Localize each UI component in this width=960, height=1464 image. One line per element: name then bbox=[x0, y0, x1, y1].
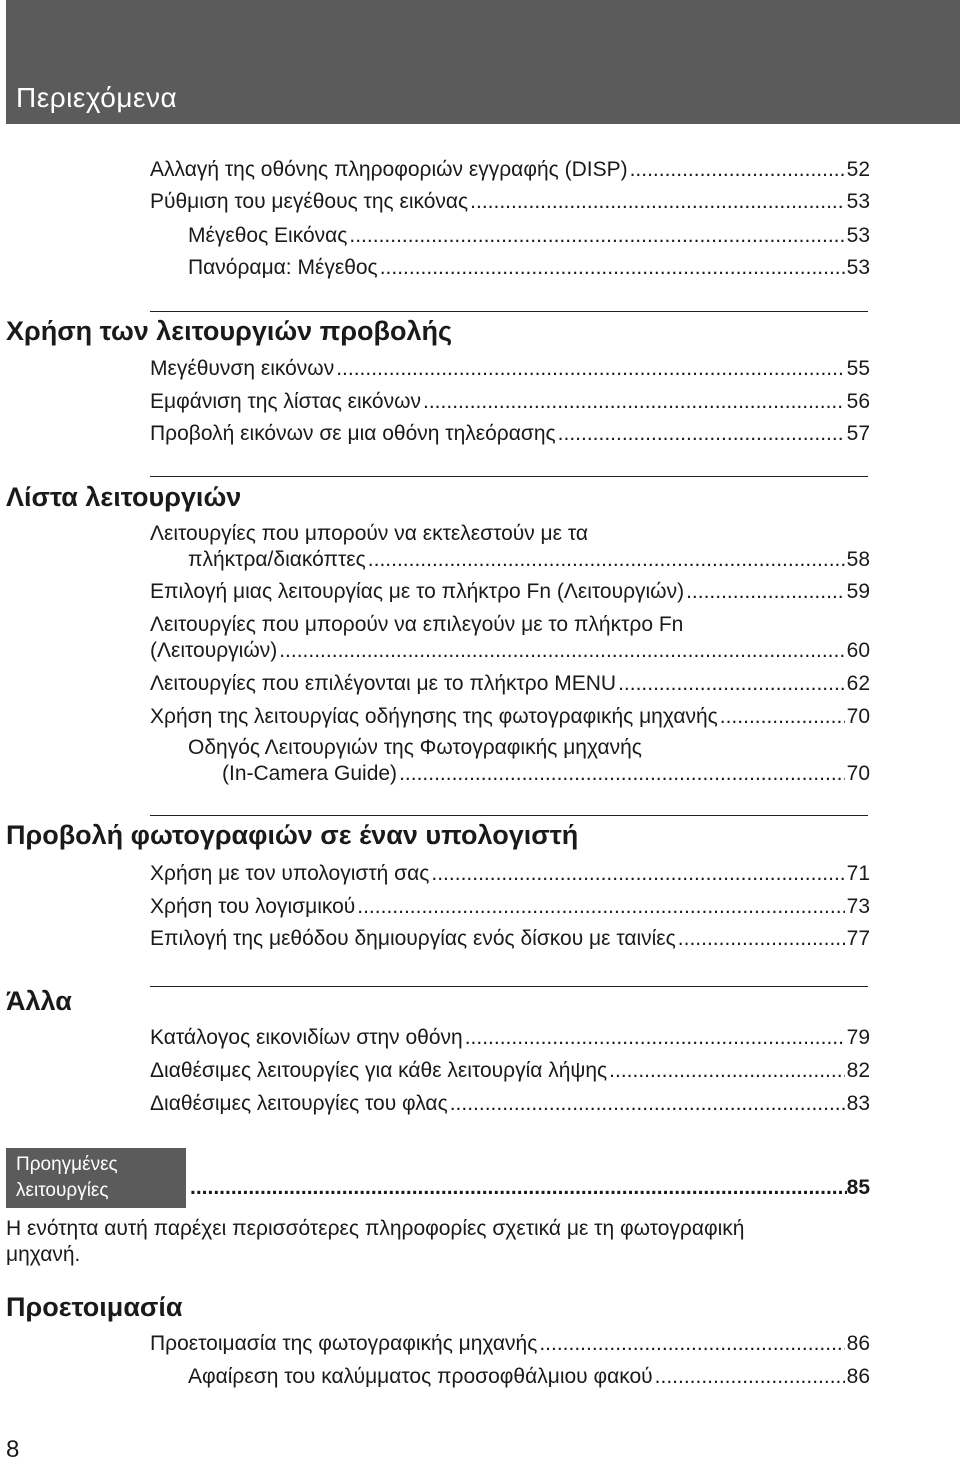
toc-entry-page: 77 bbox=[846, 927, 870, 950]
toc-entry-page: 52 bbox=[846, 158, 870, 181]
toc-entry-label: Διαθέσιμες λειτουργίες για κάθε λειτουργία λήψης bbox=[150, 1059, 608, 1082]
dot-leader bbox=[618, 671, 845, 697]
toc-entry-page: 60 bbox=[846, 639, 870, 662]
dot-leader bbox=[380, 255, 845, 281]
toc-entry-page: 57 bbox=[846, 422, 870, 445]
toc-entry[interactable] bbox=[150, 579, 870, 605]
toc-entry[interactable] bbox=[150, 1025, 870, 1051]
toc-entry[interactable] bbox=[150, 1331, 870, 1357]
dot-leader bbox=[450, 1091, 845, 1117]
toc-entry-label-line1: Οδηγός Λειτουργιών της Φωτογραφικής μηχανής bbox=[188, 736, 642, 759]
toc-entry[interactable] bbox=[188, 1364, 870, 1390]
toc-entry[interactable] bbox=[150, 1091, 870, 1117]
toc-entry-page: 53 bbox=[846, 190, 870, 213]
toc-entry[interactable] bbox=[150, 638, 870, 664]
toc-entry-label: Προετοιμασία της φωτογραφικής μηχανής bbox=[150, 1332, 538, 1355]
section-divider bbox=[150, 986, 868, 987]
toc-entry[interactable] bbox=[150, 861, 870, 887]
dot-leader bbox=[470, 189, 844, 215]
toc-entry-label: πλήκτρα/διακόπτες bbox=[188, 548, 366, 571]
toc-entry-label: Προβολή εικόνων σε μια οθόνη τηλεόρασης bbox=[150, 422, 556, 445]
dot-leader bbox=[539, 1331, 844, 1357]
dot-leader bbox=[686, 579, 845, 605]
toc-entry-page: 71 bbox=[846, 862, 870, 885]
section-title-playback: Χρήση των λειτουργιών προβολής bbox=[6, 316, 453, 346]
toc-entry[interactable] bbox=[150, 671, 870, 697]
toc-entry-label: Κατάλογος εικονιδίων στην οθόνη bbox=[150, 1026, 463, 1049]
toc-entry[interactable] bbox=[150, 356, 870, 382]
toc-entry-page: 82 bbox=[846, 1059, 870, 1082]
toc-entry-page: 58 bbox=[846, 548, 870, 571]
toc-entry-label: Μέγεθος Εικόνας bbox=[188, 224, 348, 247]
section-title-computer: Προβολή φωτογραφιών σε έναν υπολογιστή bbox=[6, 820, 579, 850]
toc-entry-page: 83 bbox=[846, 1092, 870, 1115]
toc-entry-label: (In-Camera Guide) bbox=[222, 762, 398, 785]
section-title-other: Άλλα bbox=[6, 986, 72, 1016]
dot-leader bbox=[190, 1176, 847, 1200]
dot-leader bbox=[431, 861, 844, 887]
toc-entry-page: 55 bbox=[846, 357, 870, 380]
dot-leader bbox=[465, 1025, 845, 1051]
advanced-section-tag[interactable] bbox=[6, 1148, 186, 1208]
dot-leader bbox=[336, 356, 844, 382]
toc-entry[interactable] bbox=[222, 761, 870, 787]
toc-entry-label: Αλλαγή της οθόνης πληροφοριών εγγραφής (DISP) bbox=[150, 158, 628, 181]
toc-entry[interactable] bbox=[188, 547, 870, 573]
dot-leader bbox=[349, 223, 844, 249]
toc-entry-page: 70 bbox=[846, 705, 870, 728]
advanced-description: Η ενότητα αυτή παρέχει περισσότερες πληροφορίες σχετικά με τη φωτογραφική μηχανή. bbox=[6, 1217, 745, 1266]
toc-entry[interactable] bbox=[150, 704, 870, 730]
toc-entry[interactable] bbox=[150, 1058, 870, 1084]
toc-entry-label: Λειτουργίες που επιλέγονται με το πλήκτρο MENU bbox=[150, 672, 617, 695]
toc-entry-page: 62 bbox=[846, 672, 870, 695]
toc-entry-label: Χρήση της λειτουργίας οδήγησης της φωτογραφικής μηχανής bbox=[150, 705, 718, 728]
toc-entry[interactable] bbox=[150, 389, 870, 415]
dot-leader bbox=[357, 894, 844, 920]
toc-entry-page: 56 bbox=[846, 390, 870, 413]
toc-entry[interactable] bbox=[188, 223, 870, 249]
section-divider bbox=[150, 311, 868, 312]
toc-entry-page: 59 bbox=[846, 580, 870, 603]
section-title-functions: Λίστα λειτουργιών bbox=[6, 482, 242, 512]
toc-entry[interactable] bbox=[150, 421, 870, 447]
toc-entry-label: Πανόραμα: Μέγεθος bbox=[188, 256, 378, 279]
toc-entry-label: Μεγέθυνση εικόνων bbox=[150, 357, 335, 380]
tag-line: Προηγμένες bbox=[16, 1154, 118, 1175]
section-divider bbox=[150, 815, 868, 816]
dot-leader bbox=[630, 157, 845, 183]
toc-entry-page: 70 bbox=[846, 762, 870, 785]
advanced-entry-page: 85 bbox=[846, 1176, 870, 1199]
toc-entry-label: (Λειτουργιών) bbox=[150, 639, 278, 662]
page-title: Περιεχόμενα bbox=[16, 82, 178, 113]
advanced-entry[interactable] bbox=[190, 1176, 870, 1200]
toc-entry-page: 86 bbox=[846, 1365, 870, 1388]
toc-entry-page: 53 bbox=[846, 256, 870, 279]
toc-entry-label: Διαθέσιμες λειτουργίες του φλας bbox=[150, 1092, 448, 1115]
section-divider bbox=[150, 476, 868, 477]
toc-entry[interactable] bbox=[150, 189, 870, 215]
toc-entry-page: 79 bbox=[846, 1026, 870, 1049]
dot-leader bbox=[368, 547, 845, 573]
toc-entry[interactable] bbox=[188, 255, 870, 281]
toc-entry-label: Επιλογή μιας λειτουργίας με το πλήκτρο Fn (Λειτουργιών) bbox=[150, 580, 685, 603]
dot-leader bbox=[399, 761, 845, 787]
dot-leader bbox=[558, 421, 845, 447]
dot-leader bbox=[423, 389, 845, 415]
toc-entry-page: 86 bbox=[846, 1332, 870, 1355]
page-number: 8 bbox=[6, 1436, 20, 1463]
toc-entry-page: 53 bbox=[846, 224, 870, 247]
tag-line: λειτουργίες bbox=[16, 1180, 109, 1201]
toc-entry-label: Επιλογή της μεθόδου δημιουργίας ενός δίσκου με ταινίες bbox=[150, 927, 676, 950]
toc-entry-page: 73 bbox=[846, 895, 870, 918]
toc-entry-label: Ρύθμιση του μεγέθους της εικόνας bbox=[150, 190, 469, 213]
dot-leader bbox=[609, 1058, 844, 1084]
dot-leader bbox=[655, 1364, 845, 1390]
toc-entry-label: Χρήση με τον υπολογιστή σας bbox=[150, 862, 430, 885]
dot-leader bbox=[720, 704, 845, 730]
toc-entry-label: Χρήση του λογισμικού bbox=[150, 895, 356, 918]
toc-entry[interactable] bbox=[150, 157, 870, 183]
section-title-preparation: Προετοιμασία bbox=[6, 1292, 183, 1322]
toc-entry-label: Εμφάνιση της λίστας εικόνων bbox=[150, 390, 422, 413]
toc-entry-label: Αφαίρεση του καλύμματος προσοφθάλμιου φακού bbox=[188, 1365, 653, 1388]
dot-leader bbox=[678, 926, 845, 952]
toc-entry[interactable] bbox=[150, 926, 870, 952]
toc-entry[interactable] bbox=[150, 894, 870, 920]
toc-entry-label-line1: Λειτουργίες που μπορούν να εκτελεστούν με τα bbox=[150, 522, 588, 545]
toc-entry-label-line1: Λειτουργίες που μπορούν να επιλεγούν με το πλήκτρο Fn bbox=[150, 613, 684, 636]
dot-leader bbox=[279, 638, 844, 664]
